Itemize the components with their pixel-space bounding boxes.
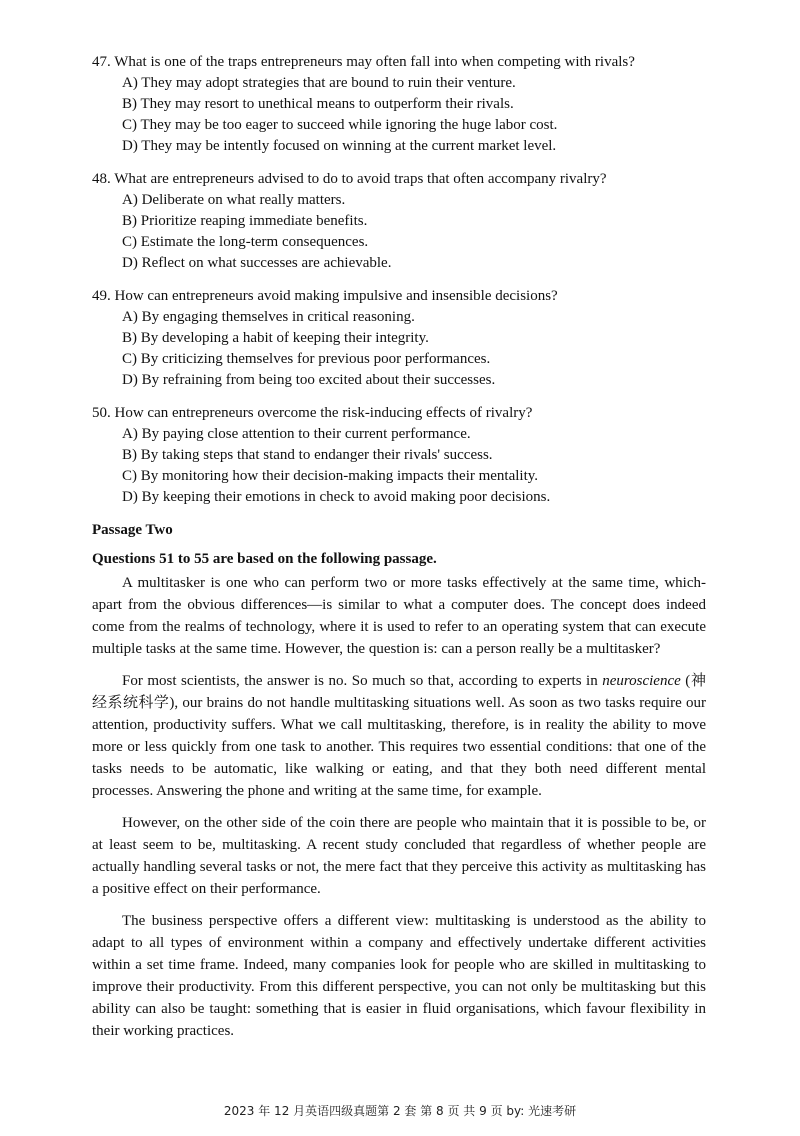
chinese-gloss: (神经系统科学) (92, 673, 706, 711)
option-d: D) They may be intently focused on winning at the current market level. (122, 138, 557, 154)
passage-paragraph-3: However, on the other side of the coin there are people who maintain that it is possible to be, or at least seem to be, multitasking. A recent study concluded that regardless of whether people are actually handling several tasks or not, the mere fact that they perceive this activity as multitasking has a positive effect on their performance. (92, 815, 706, 897)
option-a: A) They may adopt strategies that are bound to ruin their venture. (122, 75, 516, 91)
question-47 (92, 52, 706, 157)
question-49 (92, 286, 706, 391)
option-d: D) Reflect on what successes are achievable. (122, 255, 392, 271)
option-c: C) By monitoring how their decision-making impacts their mentality. (122, 468, 539, 484)
option-a: A) Deliberate on what really matters. (122, 192, 346, 208)
option-a: A) By engaging themselves in critical reasoning. (122, 309, 415, 325)
option-b: B) By taking steps that stand to endanger their rivals' success. (122, 447, 493, 463)
page-footer: 2023 年 12 月英语四级真题第 2 套 第 8 页 共 9 页 by: 光速考研 (223, 1104, 577, 1118)
question-stem: 49. How can entrepreneurs avoid making impulsive and insensible decisions? (92, 288, 558, 304)
option-d: D) By keeping their emotions in check to avoid making poor decisions. (122, 489, 551, 505)
question-48 (92, 169, 706, 274)
paragraph-text: For most scientists, the answer is no. So much so that, according to experts in (122, 673, 603, 689)
passage-subtitle: Questions 51 to 55 are based on the following passage. (92, 551, 437, 567)
question-stem: 47. What is one of the traps entrepreneurs may often fall into when competing with rivals? (92, 54, 635, 70)
option-b: B) By developing a habit of keeping their integrity. (122, 330, 429, 346)
option-b: B) They may resort to unethical means to outperform their rivals. (122, 96, 514, 112)
option-c: C) By criticizing themselves for previous poor performances. (122, 351, 491, 367)
option-c: C) They may be too eager to succeed while ignoring the huge labor cost. (122, 117, 558, 133)
paragraph-text: , our brains do not handle multitasking situations well. As soon as two tasks require our attention, productivity suffers. What we call multitasking, therefore, is in reality the ability to move more or less quickly from one task to another. This requires two essential conditions: that one of the tasks needs to be automatic, like walking or eating, and that they both need different mental processes. Answering the phone and writing at the same time, for example. (92, 695, 707, 799)
italic-term: neuroscience (602, 673, 681, 689)
page-content (92, 52, 706, 1052)
passage-paragraph-2 (92, 670, 706, 802)
option-a: A) By paying close attention to their current performance. (122, 426, 471, 442)
passage-paragraph-1: A multitasker is one who can perform two or more tasks effectively at the same time, which-apart from the obvious differences—is similar to what a computer does. The concept does indeed come from the realms of technology, where it is used to refer to an operating system that can execute multiple tasks at the same time. However, the question is: can a person really be a multitasker? (92, 575, 706, 657)
question-stem: 50. How can entrepreneurs overcome the risk-inducing effects of rivalry? (92, 405, 533, 421)
option-b: B) Prioritize reaping immediate benefits. (122, 213, 368, 229)
question-stem: 48. What are entrepreneurs advised to do to avoid traps that often accompany rivalry? (92, 171, 607, 187)
passage-paragraph-4: The business perspective offers a different view: multitasking is understood as the ability to adapt to all types of environment within a company and effectively undertake different activities within a set time frame. Indeed, many companies look for people who are skilled in multitasking to improve their productivity. From this different perspective, you can not only be multitasking but this ability can also be taught: something that is easier in fluid organisations, which favour flexibility in their working practices. (92, 913, 706, 1039)
question-50 (92, 403, 706, 508)
option-d: D) By refraining from being too excited about their successes. (122, 372, 496, 388)
passage-title: Passage Two (92, 522, 173, 538)
option-c: C) Estimate the long-term consequences. (122, 234, 369, 250)
